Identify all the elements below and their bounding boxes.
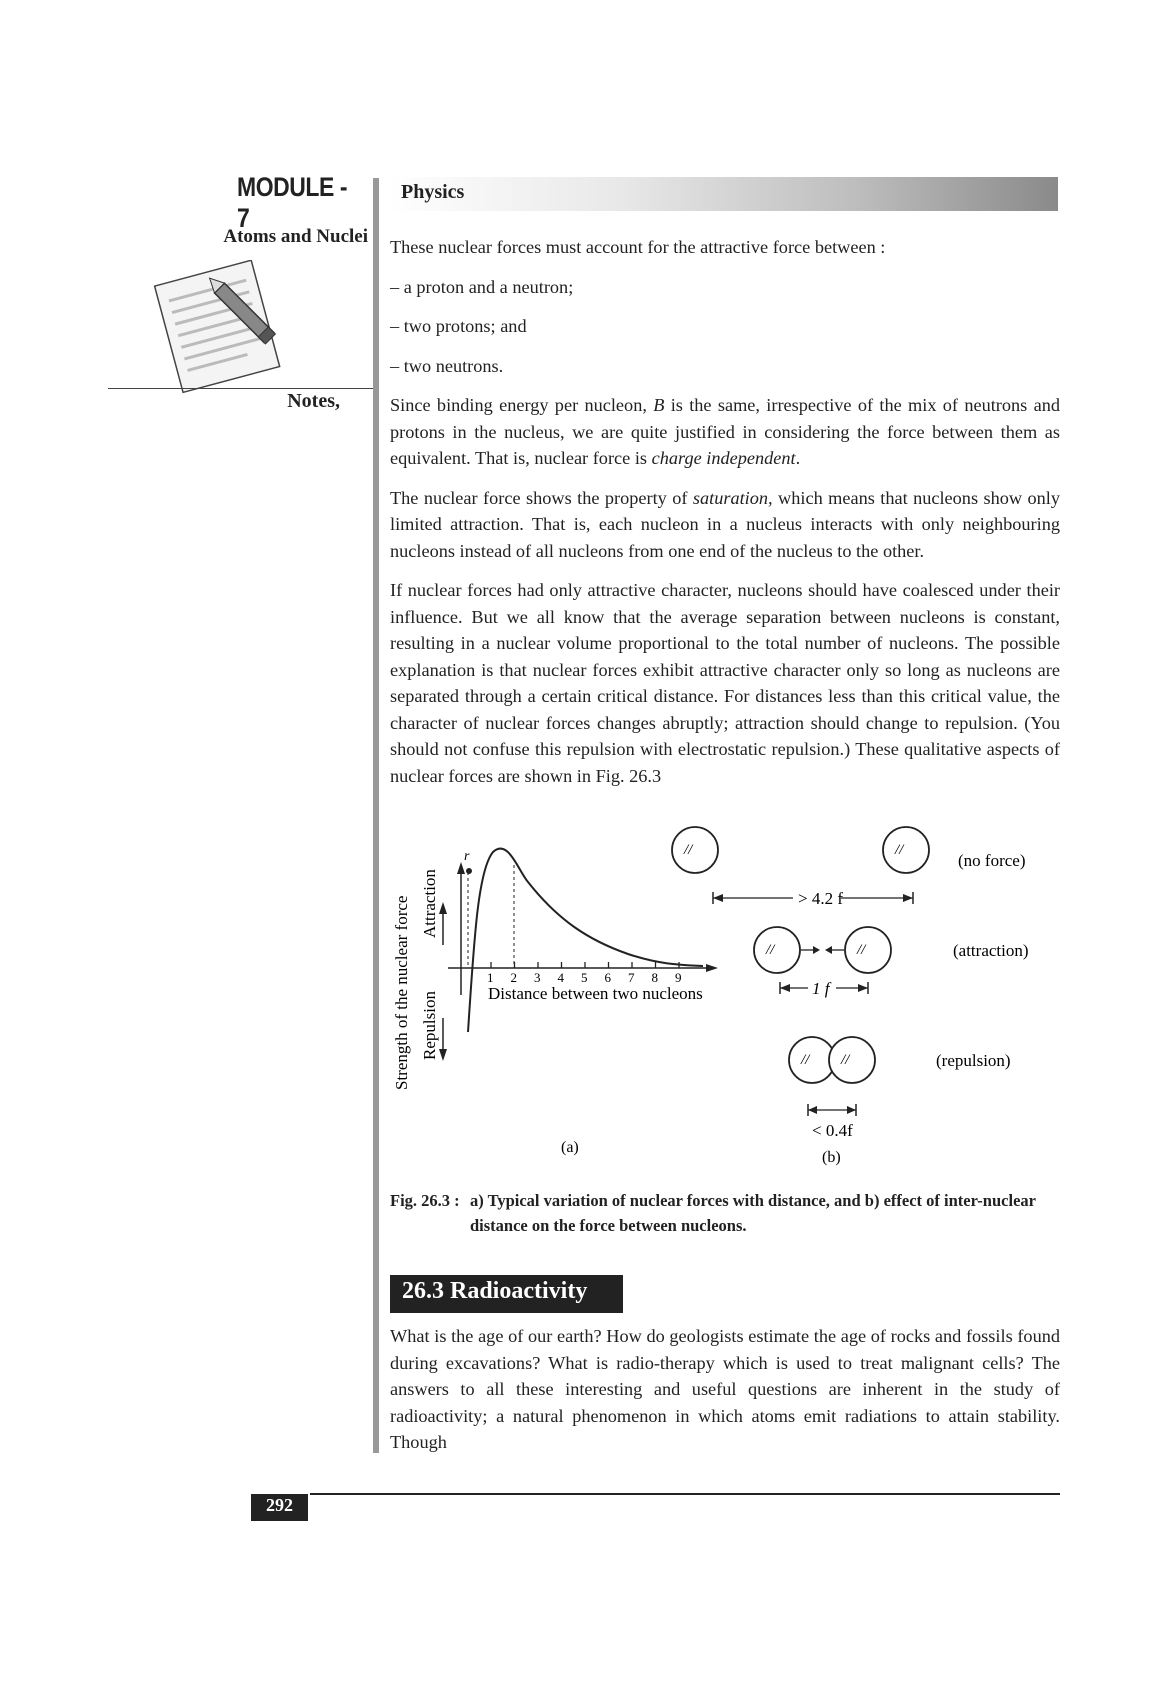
list-item: – two protons; and xyxy=(390,316,527,336)
x-ticks xyxy=(487,962,682,985)
svg-text://: // xyxy=(857,942,866,958)
x-tick-label: 5 xyxy=(581,970,588,985)
figure-label: Fig. 26.3 : xyxy=(390,1191,460,1210)
book-title: Physics xyxy=(401,181,465,203)
page-number: 292 xyxy=(266,1495,293,1515)
notes-pencil-icon xyxy=(140,260,300,400)
panel-b-label: (b) xyxy=(822,1149,841,1166)
attraction-distance: 1 f xyxy=(812,979,830,998)
svg-text://: // xyxy=(766,942,775,958)
attraction-label: Attraction xyxy=(420,869,439,938)
x-tick-label: 2 xyxy=(510,970,517,985)
r-point xyxy=(466,868,472,874)
x-axis-label: Distance between two nucleons xyxy=(488,984,703,1003)
svg-text://: // xyxy=(841,1052,850,1068)
caption-line: distance on the force between nucleons. xyxy=(470,1216,747,1235)
nucleon-icon xyxy=(789,1037,835,1083)
y-axis-label: Strength of the nuclear force xyxy=(392,895,411,1090)
list-item: – two neutrons. xyxy=(390,355,504,376)
nucleon-icon xyxy=(845,927,891,973)
attraction-arrow-icon xyxy=(825,946,832,954)
up-arrow-icon xyxy=(439,902,447,914)
panel-a-label: (a) xyxy=(561,1139,579,1156)
x-tick-label: 7 xyxy=(628,970,635,985)
module-title: MODULE - 7 xyxy=(237,172,348,233)
section-text xyxy=(390,1323,1060,1469)
x-tick-label: 3 xyxy=(534,970,541,985)
figure-caption xyxy=(390,1188,1060,1238)
nucleon-icon xyxy=(672,827,718,873)
paragraph-binding-energy: Since binding energy per nucleon, B is the same, irrespective of the mix of neutrons and protons in the nucleus, we are quite justified in considering the force between them as equivalent. That is, nuclear force is charge independent. xyxy=(390,395,1060,468)
attraction-arrow-icon xyxy=(813,946,820,954)
header-bar xyxy=(387,177,1058,211)
nucleon-icon xyxy=(883,827,929,873)
no-force-label: (no force) xyxy=(958,851,1026,870)
x-tick-label: 4 xyxy=(557,970,564,985)
list-item: – a proton and a neutron; xyxy=(390,276,574,297)
unit-title: Atoms and Nuclei xyxy=(223,226,368,247)
paragraph-radioactivity: What is the age of our earth? How do geologists estimate the age of rocks and fossils found during excavations? What is radio-therapy which is used to treat malignant cells? The answers to all these interesting and useful questions are inherent in the study of radioactivity; a natural phenomenon in which atoms emit radiations to attain stability. Though xyxy=(390,1326,1060,1452)
attraction-state-label: (attraction) xyxy=(953,941,1029,960)
no-force-distance: > 4.2 f xyxy=(798,889,843,908)
body-text xyxy=(390,234,1060,802)
paragraph-repulsion: If nuclear forces had only attractive character, nucleons should have coalesced under their influence. But we all know that the average separation between nucleons is constant, resulting in a nuclear volume proportional to the total number of nucleons. The possible explanation is that nuclear forces exhibit attractive character only so long as nucleons are separated through a certain critical distance. For distances less than this critical value, the character of nuclear forces changes abruptly; attraction should change to repulsion. (You should not confuse this repulsion with electrostatic repulsion.) These qualitative aspects of nuclear forces are shown in Fig. 26.3 xyxy=(390,580,1060,786)
caption-line: a) Typical variation of nuclear forces with distance, and b) effect of inter-nuclear xyxy=(470,1191,1036,1210)
svg-text://: // xyxy=(684,842,693,858)
force-curve xyxy=(468,849,703,1032)
x-tick-label: 6 xyxy=(604,970,611,985)
figure-26-3 xyxy=(388,810,1068,1180)
notes-label: Notes, xyxy=(287,390,340,412)
x-tick-label: 8 xyxy=(651,970,658,985)
nucleon-icon xyxy=(829,1037,875,1083)
repulsion-distance: < 0.4f xyxy=(812,1121,853,1140)
margin-rule xyxy=(373,178,379,1453)
repulsion-label: Repulsion xyxy=(420,991,439,1060)
notes-divider xyxy=(108,388,373,389)
x-tick-label: 1 xyxy=(487,970,494,985)
intro-text: These nuclear forces must account for the attractive force between : xyxy=(390,237,886,257)
repulsion-state-label: (repulsion) xyxy=(936,1051,1011,1070)
r-label: r xyxy=(464,849,470,864)
nucleon-icon xyxy=(754,927,800,973)
section-title: 26.3 Radioactivity xyxy=(402,1278,588,1304)
paragraph-saturation: The nuclear force shows the property of saturation, which means that nucleons show only limited attraction. That is, each nucleon in a nucleus interacts with only neighbouring nucleons instead of all nucleons from one end of the nucleus to the other. xyxy=(390,487,1060,561)
footer-rule xyxy=(310,1493,1060,1495)
x-tick-label: 9 xyxy=(675,970,682,985)
svg-text://: // xyxy=(895,842,904,858)
svg-text://: // xyxy=(801,1052,810,1068)
down-arrow-icon xyxy=(439,1049,447,1061)
